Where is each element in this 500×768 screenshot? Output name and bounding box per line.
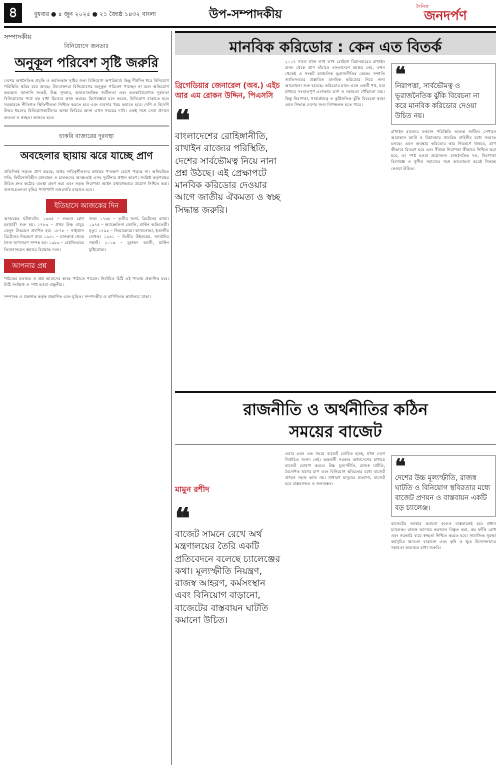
feedback-tag: আপনার প্রশ্ন [4, 259, 55, 273]
article-1-body-mid: ২০১৭ সালে যখন লাখ লাখ রোহিঙ্গা মিয়ানমারের রাখাইন রাজ্য থেকে প্রাণ বাঁচাতে বাংলাদেশে আশ্রয় নেয়, তখন থেকেই এ সংকট আঞ্চলিক ভূরাজনীতির কেন্দ্রে। সম্প্রতি জাতিসংঘের প্রস্তাবিত মানবিক করিডোর নিয়ে নানা আলোচনা শুরু হয়েছে। করিডোর মানে এমন একটি পথ, যার মাধ্যমে সংঘাতপূর্ণ এলাকায় ত্রাণ ও সহায়তা পৌঁছানো যায়। কিন্তু নিরাপত্তা, সার্বভৌমত্ব ও কূটনৈতিক ঝুঁকি বিবেচনা ছাড়া এমন সিদ্ধান্ত দেশের জন্য বিপজ্জনক হতে পারে। [285, 59, 385, 107]
editorial-column [4, 41, 169, 300]
page-number: ৪ [4, 3, 22, 23]
logo-name: জনদর্পণ [424, 9, 467, 24]
logo-prefix: দৈনিক [416, 4, 429, 10]
history-left: আজকের ঘটনাবলি: ১৬৬৫ – লন্ডনে প্লেগ মহামারী শুরু হয়। ১৭৮৩ – প্রথম উষ্ণ বায়ুর বেলুন উড্ডয়ন প্রদর্শিত হয়। ১৮৭৮ – সাইপ্রাস ব্রিটেনের নিয়ন্ত্রণে যায়। ১৯৪০ – ডানকার্ক থেকে সৈন্য অপসারণ সম্পন্ন হয়। ১৯৮৯ – বেইজিংয়ের তিয়ানানমেন স্কয়ারে বিক্ষোভ দমন। [4, 216, 84, 252]
article-1-banner [175, 31, 496, 55]
article-2-headline-line1: রাজনীতি ও অর্থনীতির কঠিন [243, 400, 428, 419]
editorial-kicker: বিনিয়োগে জনতাঃ [64, 43, 109, 50]
newspaper-page [4, 3, 496, 765]
history-right: জন্ম: ১৭৩৮ – তৃতীয় জর্জ, ব্রিটেনের রাজা। ১৯৭৫ – অ্যাঞ্জেলিনা জোলি, মার্কিন অভিনেত্রী। মৃত্যু: ১৭৯৮ – জিয়াকোমো কাসানোভা, ইতালীয় লেখক। ১৯৪১ – দ্বিতীয় উইলহেম, জার্মানির সম্রাট। ২০১৬ – মুহাম্মদ আলী, মার্কিন মুষ্টিযোদ্ধা। [89, 216, 169, 252]
editorial-headline: অনুকূল পরিবেশ সৃষ্টি জরুরি [14, 56, 159, 71]
article-1-author: ব্রিগেডিয়ার জেনারেল (অব.) এইচ আর এম রোকন উদ্দিন, পিএসসি [175, 81, 280, 100]
history-tag: ইতিহাসে আজকের দিন [46, 199, 126, 213]
sub-kicker: চাকরি বাজারের দুরবস্থা [59, 132, 114, 140]
article-2-banner [175, 391, 496, 445]
history-columns [4, 216, 169, 253]
article-1-body-right: ❝ নিরাপত্তা, সার্বভৌমত্ব ও ভূরাজনৈতিক ঝুঁকি বিবেচনা না করে মানবিক করিডোর দেওয়া উচিত নয়। রাখাইন রাজ্যের বর্তমান পরিস্থিতি অত্যন্ত জটিল। সেখানে আরাকান আর্মি ও মিয়ানমার সামরিক বাহিনীর মধ্যে সংঘাত চলছে। এমন অবস্থায় করিডোর কার নিয়ন্ত্রণে থাকবে, ত্রাণ কীভাবে বিতরণ হবে এবং সীমান্ত নিরাপত্তা কীভাবে নিশ্চিত করা হবে, তা স্পষ্ট হওয়া প্রয়োজন। রাজনৈতিক দল, নিরাপত্তা বিশেষজ্ঞ ও সুশীল সমাজের সঙ্গে আলোচনা করেই সিদ্ধান্ত নেওয়া উচিত। [391, 62, 496, 171]
section-title: উপ-সম্পাদকীয় [209, 7, 282, 21]
imprint: সম্পাদক ও প্রকাশক কর্তৃক প্রকাশিত এবং মুদ্রিত। সম্পাদকীয় ও বাণিজ্যিক কার্যালয়: ঢাকা। [4, 293, 151, 299]
header-rule [4, 26, 496, 28]
sub-body: প্রতিদিনই সড়কে প্রাণ ঝরছে, অথচ দায়িত্বশীলদের কার্যকর পদক্ষেপ চোখে পড়ছে না। অনিয়ন্ত্রিত গতি, ফিটনেসবিহীন যানবাহন ও চালকদের অদক্ষতাই এসব দুর্ঘটনার প্রধান কারণ। সংশ্লিষ্ট কর্তৃপক্ষের উচিত দ্রুত কঠোর ব্যবস্থা গ্রহণ করা এবং সড়ক নিরাপত্তা আইন যথাযথভাবে প্রয়োগ নিশ্চিত করা। জনসচেতনতা বৃদ্ধির পাশাপাশি নজরদারি বাড়াতে হবে। [4, 168, 169, 192]
article-2-author: মামুন রশীদ [175, 485, 210, 494]
article-2-quote-box: ❝ দেশের উচ্চ মূল্যস্ফীতি, রাজস্ব ঘাটতি ও বিনিয়োগ স্থবিরতার মধ্যে বাজেট প্রণয়ন ও বাস্তবায়ন একটি বড় চ্যালেঞ্জ। [391, 455, 496, 517]
article-2-body-mid: এবার এমন এক সময়ে বাজেট ঘোষিত হচ্ছে, যখন দেশে নির্বাচিত সংসদ নেই। অন্তর্বর্তী সরকার অধ্যাদেশের মাধ্যমে বাজেট ঘোষণা করবে। উচ্চ মূল্যস্ফীতি, রাজস্ব ঘাটতি, বৈদেশিক ঋণের চাপ এবং বিনিয়োগ স্থবিরতার মধ্যে বাজেট প্রণয়ন সহজ কাজ নয়। সাধারণ মানুষের প্রত্যাশা, বাজেট হবে বাস্তবসম্মত ও জনবান্ধব। [285, 451, 385, 487]
article-1-pull-quote: ❝ বাংলাদেশের রোহিঙ্গানীতি, রাখাইন রাজ্যের পরিস্থিতি, দেশের সার্বভৌমত্ব নিয়ে নানা প্রশ্ন উঠছে। এই প্রেক্ষাপটে মানবিক করিডোর দেওয়ার আগে জাতীয় ঐকমত্য ও স্বচ্ছ সিদ্ধান্ত জরুরি। [175, 104, 281, 216]
quote-mark-icon: ❝ [175, 502, 191, 535]
feedback-text: পাঠকের মতামত ও প্রশ্ন আমাদের কাছে পাঠাতে পারেন। নির্বাচিত চিঠি এই পাতায় প্রকাশিত হবে। চিঠি সংক্ষিপ্ত ও স্পষ্ট হওয়া বাঞ্ছনীয়। [4, 275, 169, 287]
article-2-pull-quote: ❝ বাজেট সামনে রেখে অর্থ মন্ত্রণালয়ের তৈরি একটি প্রতিবেদনে বলেছে চ্যালেঞ্জের কথা। মূল্যস্ফীতি নিয়ন্ত্রণ, রাজস্ব আহরণ, কর্মসংস্থান এবং বিনিয়োগ বাড়ানো, বাজেটের বাস্তবায়ন ঘাটতি কমানো উচিত। [175, 502, 281, 627]
sub-headline: অবহেলার ছায়ায় ঝরে যাচ্ছে প্রাণ [4, 145, 169, 166]
date-line: বুধবার ● ৪ জুন ২০২৫ ● ২১ জ্যৈষ্ঠ ১৪৩২ বাংলা [34, 11, 156, 18]
masthead [4, 3, 496, 25]
newspaper-logo [414, 3, 494, 24]
editorial-body: দেশের অর্থনৈতিক প্রবৃদ্ধি ও কর্মসংস্থান সৃষ্টির জন্য বিনিয়োগ অপরিহার্য। কিন্তু দীর্ঘদিন ধরে বিনিয়োগ পরিস্থিতি স্থবির হয়ে আছে। উদ্যোক্তারা বিনিয়োগের অনুকূল পরিবেশ পাচ্ছেন না বলে অভিযোগ করছেন। জ্বালানি সংকট, উচ্চ সুদহার, আমলাতান্ত্রিক জটিলতা এবং অবকাঠামোগত দুর্বলতা বিনিয়োগের পথে বড় বাধা হিসেবে কাজ করছে। বিশেষজ্ঞরা মনে করেন, বিনিয়োগ বাড়াতে হলে সরকারকে নীতিগত স্থিতিশীলতা নিশ্চিত করতে হবে এবং ব্যবসার খরচ কমাতে হবে। দেশি ও বিদেশি উভয় ধরনের বিনিয়োগকারীদের আস্থা ফিরিয়ে আনা এখন সময়ের দাবি। একই সঙ্গে সেবা প্রদানে দ্রুততা ও স্বচ্ছতা আনতে হবে। [4, 78, 169, 120]
editorial-label: সম্পাদকীয় [4, 33, 32, 41]
quote-mark-icon: ❝ [175, 104, 191, 137]
article-2-headline-line2: সময়ের বাজেট [289, 422, 382, 441]
quote-mark-icon: ❝ [395, 62, 406, 86]
article-2-body-right: ❝ দেশের উচ্চ মূল্যস্ফীতি, রাজস্ব ঘাটতি ও বিনিয়োগ স্থবিরতার মধ্যে বাজেট প্রণয়ন ও বাস্তবায়ন একটি বড় চ্যালেঞ্জ। বাজেটের আকার কমানো হলেও বাস্তবায়নই হবে প্রধান চ্যালেঞ্জ। রাজস্ব আদায়ে করজাল বিস্তৃত করা, কর ফাঁকি রোধ এবং সরকারি ব্যয়ে স্বচ্ছতা নিশ্চিত করতে হবে। সামাজিক সুরক্ষা কর্মসূচির আওতা বাড়ানো এবং কৃষি ও ক্ষুদ্র উদ্যোক্তাদের সহায়তা অব্যাহত রাখা জরুরি। [391, 454, 496, 551]
article-1-headline: মানবিক করিডোর : কেন এত বিতর্ক [229, 38, 442, 56]
divider [4, 125, 169, 127]
column-divider [171, 31, 172, 765]
article-1-quote-box: ❝ নিরাপত্তা, সার্বভৌমত্ব ও ভূরাজনৈতিক ঝুঁকি বিবেচনা না করে মানবিক করিডোর দেওয়া উচিত নয়। [391, 63, 496, 125]
quote-mark-icon: ❝ [395, 454, 406, 478]
